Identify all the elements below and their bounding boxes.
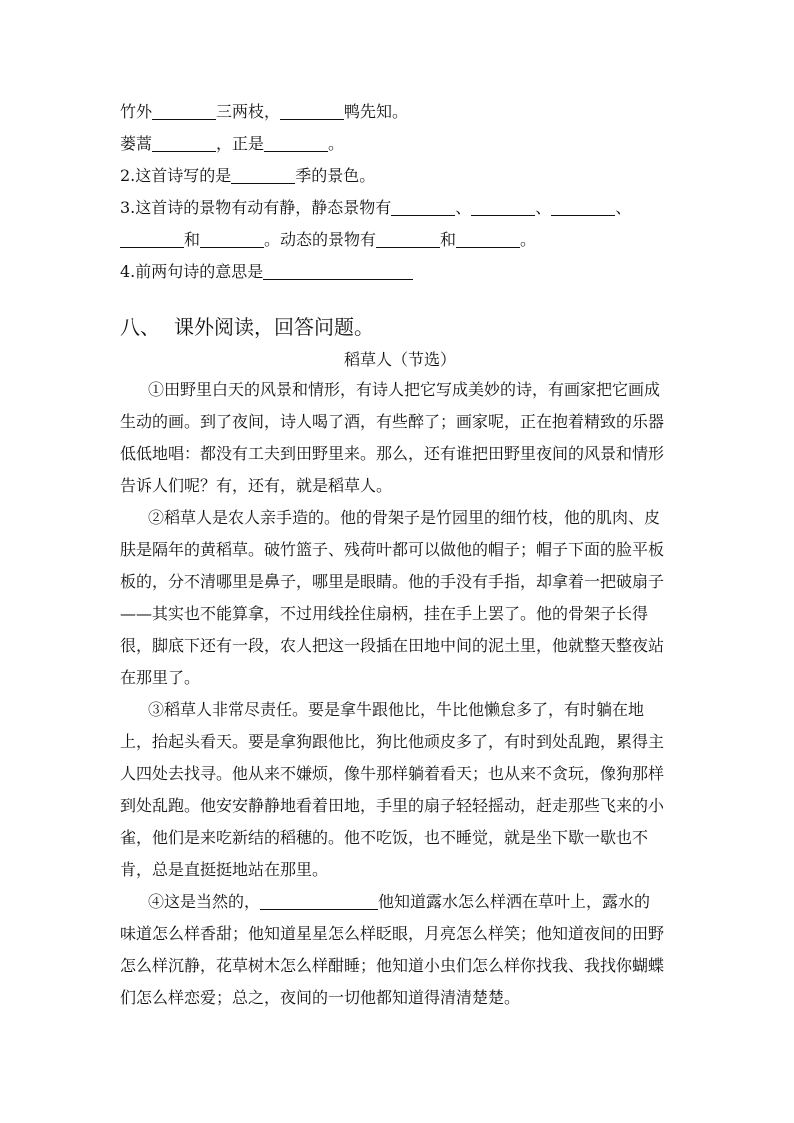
- paragraph-line: ③稻草人非常尽责任。要是拿牛跟他比，牛比他懒怠多了，有时躺在地: [148, 700, 645, 719]
- answer-blank[interactable]: [263, 259, 413, 280]
- section-heading: [120, 312, 680, 342]
- paragraph-line: 们怎么样恋爱；总之，夜间的一切他都知道得清清楚楚。: [120, 988, 521, 1007]
- paragraph-line: 肯，总是直挺挺地站在那里。: [120, 860, 329, 879]
- text: 和: [440, 230, 457, 249]
- answer-blank[interactable]: [471, 195, 535, 216]
- passage-title: 稻草人（节选）: [343, 350, 456, 369]
- paragraph-2: [120, 502, 680, 694]
- text: 。: [328, 134, 345, 153]
- paragraph-line: 人四处去找寻。他从来不嫌烦，像牛那样躺着看天；也从来不贪玩，像狗那样: [120, 764, 665, 783]
- text: 和: [184, 230, 201, 249]
- paragraph-line: 到处乱跑。他安安静静地看着田地，手里的扇子轻轻摇动，赶走那些飞来的小: [120, 796, 665, 815]
- text: 、: [615, 198, 632, 217]
- answer-blank[interactable]: [551, 195, 615, 216]
- answer-blank[interactable]: [260, 889, 378, 910]
- text: 。: [520, 230, 537, 249]
- section-title: 课外阅读，回答问题。: [174, 315, 374, 339]
- answer-blank[interactable]: [264, 131, 328, 152]
- answer-blank[interactable]: [152, 99, 216, 120]
- paragraph-line: ②稻草人是农人亲手造的。他的骨架子是竹园里的细竹枝，他的肌肉、皮: [148, 508, 661, 527]
- paragraph-line: 很，脚底下还有一段，农人把这一段插在田地中间的泥土里，他就整天整夜站: [120, 636, 665, 655]
- text: 鸭先知。: [344, 102, 409, 121]
- paragraph-line: 在那里了。: [120, 668, 201, 687]
- poem-line-2: [120, 128, 680, 160]
- paragraph-line: 板的，分不清哪里是鼻子，哪里是眼睛。他的手没有手指，却拿着一把破扇子: [120, 572, 665, 591]
- text: ④这是当然的，: [148, 892, 261, 911]
- answer-blank[interactable]: [120, 227, 184, 248]
- paragraph-1: [120, 374, 680, 502]
- text: 季的景色。: [295, 166, 376, 185]
- worksheet-page: [120, 96, 680, 1014]
- text: 蒌蒿: [120, 134, 153, 153]
- paragraph-4: [120, 886, 680, 1014]
- text: 三两枝，: [216, 102, 281, 121]
- paragraph-line: 怎么样沉静，花草树木怎么样酣睡；他知道小虫们怎么样你找我、我找你蝴蝶: [120, 956, 665, 975]
- text: 3.这首诗的景物有动有静，静态景物有: [120, 198, 392, 217]
- section-number: 八、: [120, 315, 160, 339]
- answer-blank[interactable]: [456, 227, 520, 248]
- text: 、: [535, 198, 552, 217]
- answer-blank[interactable]: [200, 227, 264, 248]
- question-2: [120, 160, 680, 192]
- paragraph-line: [120, 886, 680, 918]
- text: 、: [455, 198, 472, 217]
- text: 4.前两句诗的意思是: [120, 262, 264, 281]
- paragraph-line: 味道怎么样香甜；他知道星星怎么样眨眼，月亮怎么样笑；他知道夜间的田野: [120, 924, 665, 943]
- paragraph-line: 雀，他们是来吃新结的稻穗的。他不吃饭，也不睡觉，就是坐下歇一歇也不: [120, 828, 649, 847]
- paragraph-line: 低低地唱：都没有工夫到田野里来。那么，还有谁把田野里夜间的风景和情形: [120, 444, 665, 463]
- text: 他知道露水怎么样洒在草叶上，露水的: [378, 892, 651, 911]
- question-3-row-1: [120, 192, 680, 224]
- answer-blank[interactable]: [231, 163, 295, 184]
- answer-blank[interactable]: [280, 99, 344, 120]
- text: 。动态的景物有: [264, 230, 377, 249]
- paragraph-line: ——其实也不能算拿，不过用线拴住扇柄，挂在手上罢了。他的骨架子长得: [120, 604, 649, 623]
- question-3-row-2: [120, 224, 680, 256]
- question-4: [120, 256, 680, 288]
- poem-line-1: [120, 96, 680, 128]
- answer-blank[interactable]: [376, 227, 440, 248]
- paragraph-line: 上，抬起头看天。要是拿狗跟他比，狗比他顽皮多了，有时到处乱跑，累得主: [120, 732, 665, 751]
- paragraph-line: 告诉人们呢？有，还有，就是稻草人。: [120, 476, 393, 495]
- text: ，正是: [216, 134, 265, 153]
- paragraph-3: [120, 694, 680, 886]
- paragraph-line: 肤是隔年的黄稻草。破竹篮子、残荷叶都可以做他的帽子；帽子下面的脸平板: [120, 540, 665, 559]
- answer-blank[interactable]: [152, 131, 216, 152]
- text: 竹外: [120, 102, 153, 121]
- paragraph-line: ①田野里白天的风景和情形，有诗人把它写成美妙的诗，有画家把它画成: [148, 380, 661, 399]
- text: 2.这首诗写的是: [120, 166, 232, 185]
- paragraph-line: 生动的画。到了夜间，诗人喝了酒，有些醉了；画家呢，正在抱着精致的乐器: [120, 412, 665, 431]
- answer-blank[interactable]: [391, 195, 455, 216]
